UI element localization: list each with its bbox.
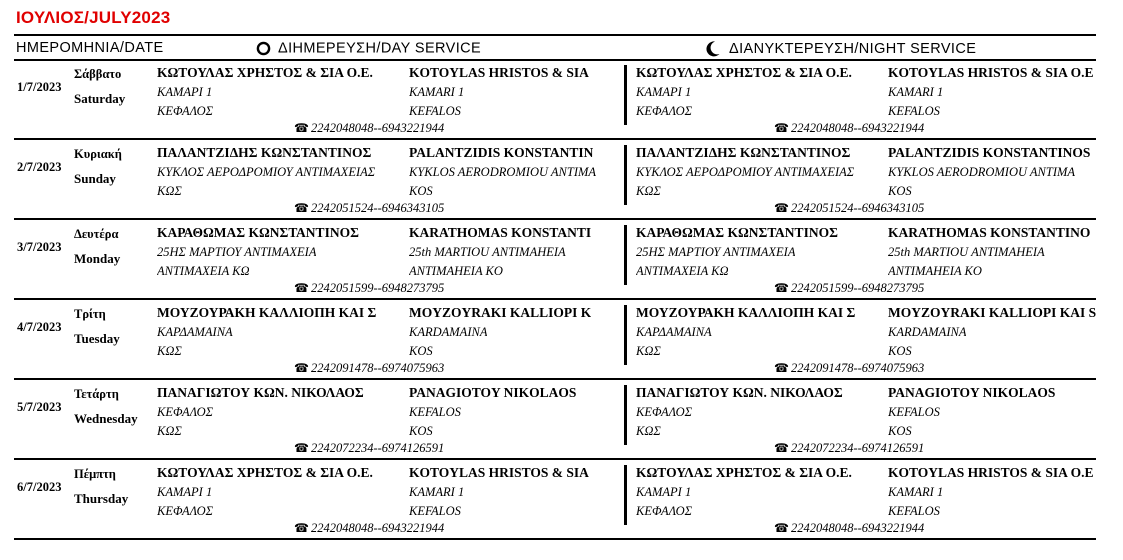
- telephone-icon: ☎: [294, 441, 309, 455]
- day-pharmacy-name-greek: ΚΩΤΟΥΛΑΣ ΧΡΗΣΤΟΣ & ΣΙΑ Ο.Ε.: [157, 65, 373, 80]
- night-pharmacy-name-english: KOTOYLAS HRISTOS & SIA O.E: [888, 465, 1094, 480]
- night-address-english-line1: KARDAMAINA: [888, 325, 967, 339]
- row-day-english: Sunday: [74, 171, 116, 186]
- night-pharmacy-name-english: KARATHOMAS KONSTANTINO: [888, 225, 1091, 240]
- night-address-english-line2: KOS: [888, 424, 912, 438]
- row-day-greek: Πέμπτη: [74, 467, 116, 481]
- night-phone: [774, 281, 924, 296]
- day-phone: [294, 441, 444, 456]
- night-phone-number: 2242051599--6948273795: [790, 281, 925, 295]
- day-phone: [294, 521, 444, 536]
- night-address-english-line1: KEFALOS: [888, 405, 940, 419]
- night-address-greek-line1: ΚΕΦΑΛΟΣ: [636, 405, 693, 419]
- telephone-icon: ☎: [294, 281, 309, 295]
- day-pharmacy-name-english: MOYZOYRAKI KALLIOPI K: [409, 305, 592, 320]
- day-address-english-line1: KYKLOS AERODROMIOU ANTIMA: [409, 165, 597, 179]
- day-pharmacy-name-english: KOTOYLAS HRISTOS & SIA: [409, 465, 589, 480]
- night-address-english-line1: KAMARI 1: [888, 85, 944, 99]
- row-day-greek: Τετάρτη: [74, 387, 119, 401]
- day-phone-number: 2242091478--6974075963: [310, 361, 445, 375]
- night-phone-number: 2242072234--6974126591: [790, 441, 925, 455]
- day-pharmacy-name-greek: ΠΑΛΑΝΤΖΙΔΗΣ ΚΩΝΣΤΑΝΤΙΝΟΣ: [157, 145, 372, 160]
- day-phone: [294, 361, 444, 376]
- column-divider: [624, 225, 627, 285]
- day-phone-number: 2242051524--6946343105: [310, 201, 445, 215]
- row-date: 6/7/2023: [17, 480, 62, 494]
- day-phone-number: 2242048048--6943221944: [310, 121, 445, 135]
- day-address-english-line1: KAMARI 1: [409, 485, 465, 499]
- telephone-icon: ☎: [774, 441, 789, 455]
- column-divider: [624, 385, 627, 445]
- row-date: 5/7/2023: [17, 400, 62, 414]
- day-address-greek-line2: ΚΩΣ: [157, 184, 182, 198]
- day-address-english-line1: KEFALOS: [409, 405, 461, 419]
- row-rule: [14, 378, 1096, 380]
- telephone-icon: ☎: [294, 121, 309, 135]
- row-day-english: Thursday: [74, 491, 129, 506]
- column-divider: [624, 145, 627, 205]
- day-phone: [294, 201, 444, 216]
- telephone-icon: ☎: [294, 521, 309, 535]
- night-address-greek-line1: ΚΥΚΛΟΣ ΑΕΡΟΔΡΟΜΙΟΥ ΑΝΤΙΜΑΧΕΙΑΣ: [636, 165, 855, 179]
- page-title: ΙΟΥΛΙΟΣ/JULY2023: [16, 8, 171, 27]
- day-address-english-line2: KEFALOS: [409, 104, 461, 118]
- row-day-english: Tuesday: [74, 331, 120, 346]
- column-divider: [624, 65, 627, 125]
- day-address-greek-line1: ΚΥΚΛΟΣ ΑΕΡΟΔΡΟΜΙΟΥ ΑΝΤΙΜΑΧΕΙΑΣ: [157, 165, 376, 179]
- top-rule: [14, 34, 1096, 36]
- night-phone: [774, 521, 924, 536]
- day-service-label: ΔΙΗΜΕΡΕΥΣΗ/DAY SERVICE: [278, 40, 482, 57]
- night-pharmacy-name-greek: ΠΑΝΑΓΙΩΤΟΥ ΚΩΝ. ΝΙΚΟΛΑΟΣ: [636, 385, 843, 400]
- night-address-english-line2: KOS: [888, 184, 912, 198]
- day-address-greek-line2: ΚΩΣ: [157, 424, 182, 438]
- day-pharmacy-name-greek: ΜΟΥΖΟΥΡΑΚΗ ΚΑΛΛΙΟΠΗ ΚΑΙ Σ: [157, 305, 377, 320]
- night-pharmacy-name-english: PALANTZIDIS KONSTANTINOS: [888, 145, 1091, 160]
- day-address-english-line2: ANTIMAHEIA KO: [409, 264, 503, 278]
- row-rule: [14, 458, 1096, 460]
- day-address-english-line2: KOS: [409, 184, 433, 198]
- day-pharmacy-name-english: PANAGIOTOY NIKOLAOS: [409, 385, 577, 400]
- telephone-icon: ☎: [294, 201, 309, 215]
- night-pharmacy-name-greek: ΠΑΛΑΝΤΖΙΔΗΣ ΚΩΝΣΤΑΝΤΙΝΟΣ: [636, 145, 851, 160]
- sun-icon: [255, 40, 272, 57]
- day-pharmacy-name-english: KARATHOMAS KONSTANTI: [409, 225, 592, 240]
- day-address-greek-line1: 25ΗΣ ΜΑΡΤΙΟΥ ΑΝΤΙΜΑΧΕΙΑ: [157, 245, 317, 259]
- day-address-greek-line1: ΚΑΜΑΡΙ 1: [157, 485, 213, 499]
- day-service-header: [255, 40, 481, 57]
- night-phone-number: 2242048048--6943221944: [790, 121, 925, 135]
- row-date: 1/7/2023: [17, 80, 62, 94]
- day-address-greek-line2: ΑΝΤΙΜΑΧΕΙΑ ΚΩ: [157, 264, 250, 278]
- day-pharmacy-name-greek: ΚΑΡΑΘΩΜΑΣ ΚΩΝΣΤΑΝΤΙΝΟΣ: [157, 225, 359, 240]
- day-phone-number: 2242051599--6948273795: [310, 281, 445, 295]
- night-pharmacy-name-english: PANAGIOTOY NIKOLAOS: [888, 385, 1056, 400]
- row-rule: [14, 138, 1096, 140]
- day-pharmacy-name-greek: ΚΩΤΟΥΛΑΣ ΧΡΗΣΤΟΣ & ΣΙΑ Ο.Ε.: [157, 465, 373, 480]
- night-phone: [774, 441, 924, 456]
- night-address-greek-line1: ΚΑΡΔΑΜΑΙΝΑ: [636, 325, 712, 339]
- night-pharmacy-name-greek: ΚΩΤΟΥΛΑΣ ΧΡΗΣΤΟΣ & ΣΙΑ Ο.Ε.: [636, 65, 852, 80]
- day-pharmacy-name-english: PALANTZIDIS KONSTANTIN: [409, 145, 594, 160]
- night-address-greek-line2: ΚΕΦΑΛΟΣ: [636, 104, 693, 118]
- row-day-greek: Τρίτη: [74, 307, 106, 321]
- day-phone: [294, 281, 444, 296]
- night-phone-number: 2242091478--6974075963: [790, 361, 925, 375]
- day-pharmacy-name-greek: ΠΑΝΑΓΙΩΤΟΥ ΚΩΝ. ΝΙΚΟΛΑΟΣ: [157, 385, 364, 400]
- telephone-icon: ☎: [774, 361, 789, 375]
- day-address-greek-line1: ΚΑΡΔΑΜΑΙΝΑ: [157, 325, 233, 339]
- row-day-english: Saturday: [74, 91, 126, 106]
- telephone-icon: ☎: [774, 521, 789, 535]
- date-column-header: ΗΜΕΡΟΜΗΝΙΑ/DATE: [16, 40, 164, 56]
- night-address-greek-line2: ΚΕΦΑΛΟΣ: [636, 504, 693, 518]
- column-divider: [624, 305, 627, 365]
- night-phone-number: 2242051524--6946343105: [790, 201, 925, 215]
- night-address-english-line1: KYKLOS AERODROMIOU ANTIMA: [888, 165, 1076, 179]
- night-phone: [774, 201, 924, 216]
- telephone-icon: ☎: [294, 361, 309, 375]
- row-date: 2/7/2023: [17, 160, 62, 174]
- column-divider: [624, 465, 627, 525]
- day-address-greek-line2: ΚΩΣ: [157, 344, 182, 358]
- telephone-icon: ☎: [774, 121, 789, 135]
- day-phone-number: 2242048048--6943221944: [310, 521, 445, 535]
- telephone-icon: ☎: [774, 281, 789, 295]
- night-phone: [774, 361, 924, 376]
- night-address-greek-line2: ΚΩΣ: [636, 184, 661, 198]
- header-rule: [14, 59, 1096, 61]
- row-day-greek: Δευτέρα: [74, 227, 119, 241]
- day-address-english-line2: KOS: [409, 424, 433, 438]
- night-pharmacy-name-english: KOTOYLAS HRISTOS & SIA O.E: [888, 65, 1094, 80]
- night-address-english-line2: ANTIMAHEIA KO: [888, 264, 982, 278]
- night-address-greek-line2: ΚΩΣ: [636, 344, 661, 358]
- row-day-english: Wednesday: [74, 411, 138, 426]
- night-service-header: [704, 40, 976, 58]
- day-address-greek-line1: ΚΑΜΑΡΙ 1: [157, 85, 213, 99]
- day-address-greek-line2: ΚΕΦΑΛΟΣ: [157, 504, 214, 518]
- day-address-english-line1: 25th MARTIOU ANTIMAHEIA: [409, 245, 566, 259]
- night-phone: [774, 121, 924, 136]
- day-address-greek-line1: ΚΕΦΑΛΟΣ: [157, 405, 214, 419]
- night-address-english-line1: 25th MARTIOU ANTIMAHEIA: [888, 245, 1045, 259]
- day-address-english-line2: KOS: [409, 344, 433, 358]
- night-address-greek-line1: ΚΑΜΑΡΙ 1: [636, 85, 692, 99]
- night-address-english-line2: KEFALOS: [888, 104, 940, 118]
- day-pharmacy-name-english: KOTOYLAS HRISTOS & SIA: [409, 65, 589, 80]
- night-address-greek-line1: ΚΑΜΑΡΙ 1: [636, 485, 692, 499]
- row-rule: [14, 538, 1096, 540]
- day-address-greek-line2: ΚΕΦΑΛΟΣ: [157, 104, 214, 118]
- row-day-greek: Σάββατο: [74, 67, 122, 81]
- row-day-greek: Κυριακή: [74, 147, 122, 161]
- night-service-label: ΔΙΑΝΥΚΤΕΡΕΥΣΗ/NIGHT SERVICE: [729, 40, 977, 57]
- row-date: 4/7/2023: [17, 320, 62, 334]
- night-phone-number: 2242048048--6943221944: [790, 521, 925, 535]
- night-address-greek-line2: ΑΝΤΙΜΑΧΕΙΑ ΚΩ: [636, 264, 729, 278]
- night-address-english-line2: KOS: [888, 344, 912, 358]
- night-address-greek-line2: ΚΩΣ: [636, 424, 661, 438]
- telephone-icon: ☎: [774, 201, 789, 215]
- night-pharmacy-name-english: MOYZOYRAKI KALLIOPI KAI S: [888, 305, 1097, 320]
- night-pharmacy-name-greek: ΚΩΤΟΥΛΑΣ ΧΡΗΣΤΟΣ & ΣΙΑ Ο.Ε.: [636, 465, 852, 480]
- day-address-english-line1: KARDAMAINA: [409, 325, 488, 339]
- row-rule: [14, 298, 1096, 300]
- row-day-english: Monday: [74, 251, 121, 266]
- day-phone-number: 2242072234--6974126591: [310, 441, 445, 455]
- night-address-english-line1: KAMARI 1: [888, 485, 944, 499]
- moon-icon: [704, 40, 721, 58]
- row-rule: [14, 218, 1096, 220]
- night-address-english-line2: KEFALOS: [888, 504, 940, 518]
- day-address-english-line1: KAMARI 1: [409, 85, 465, 99]
- night-pharmacy-name-greek: ΚΑΡΑΘΩΜΑΣ ΚΩΝΣΤΑΝΤΙΝΟΣ: [636, 225, 838, 240]
- row-date: 3/7/2023: [17, 240, 62, 254]
- day-address-english-line2: KEFALOS: [409, 504, 461, 518]
- night-pharmacy-name-greek: ΜΟΥΖΟΥΡΑΚΗ ΚΑΛΛΙΟΠΗ ΚΑΙ Σ: [636, 305, 856, 320]
- day-phone: [294, 121, 444, 136]
- night-address-greek-line1: 25ΗΣ ΜΑΡΤΙΟΥ ΑΝΤΙΜΑΧΕΙΑ: [636, 245, 796, 259]
